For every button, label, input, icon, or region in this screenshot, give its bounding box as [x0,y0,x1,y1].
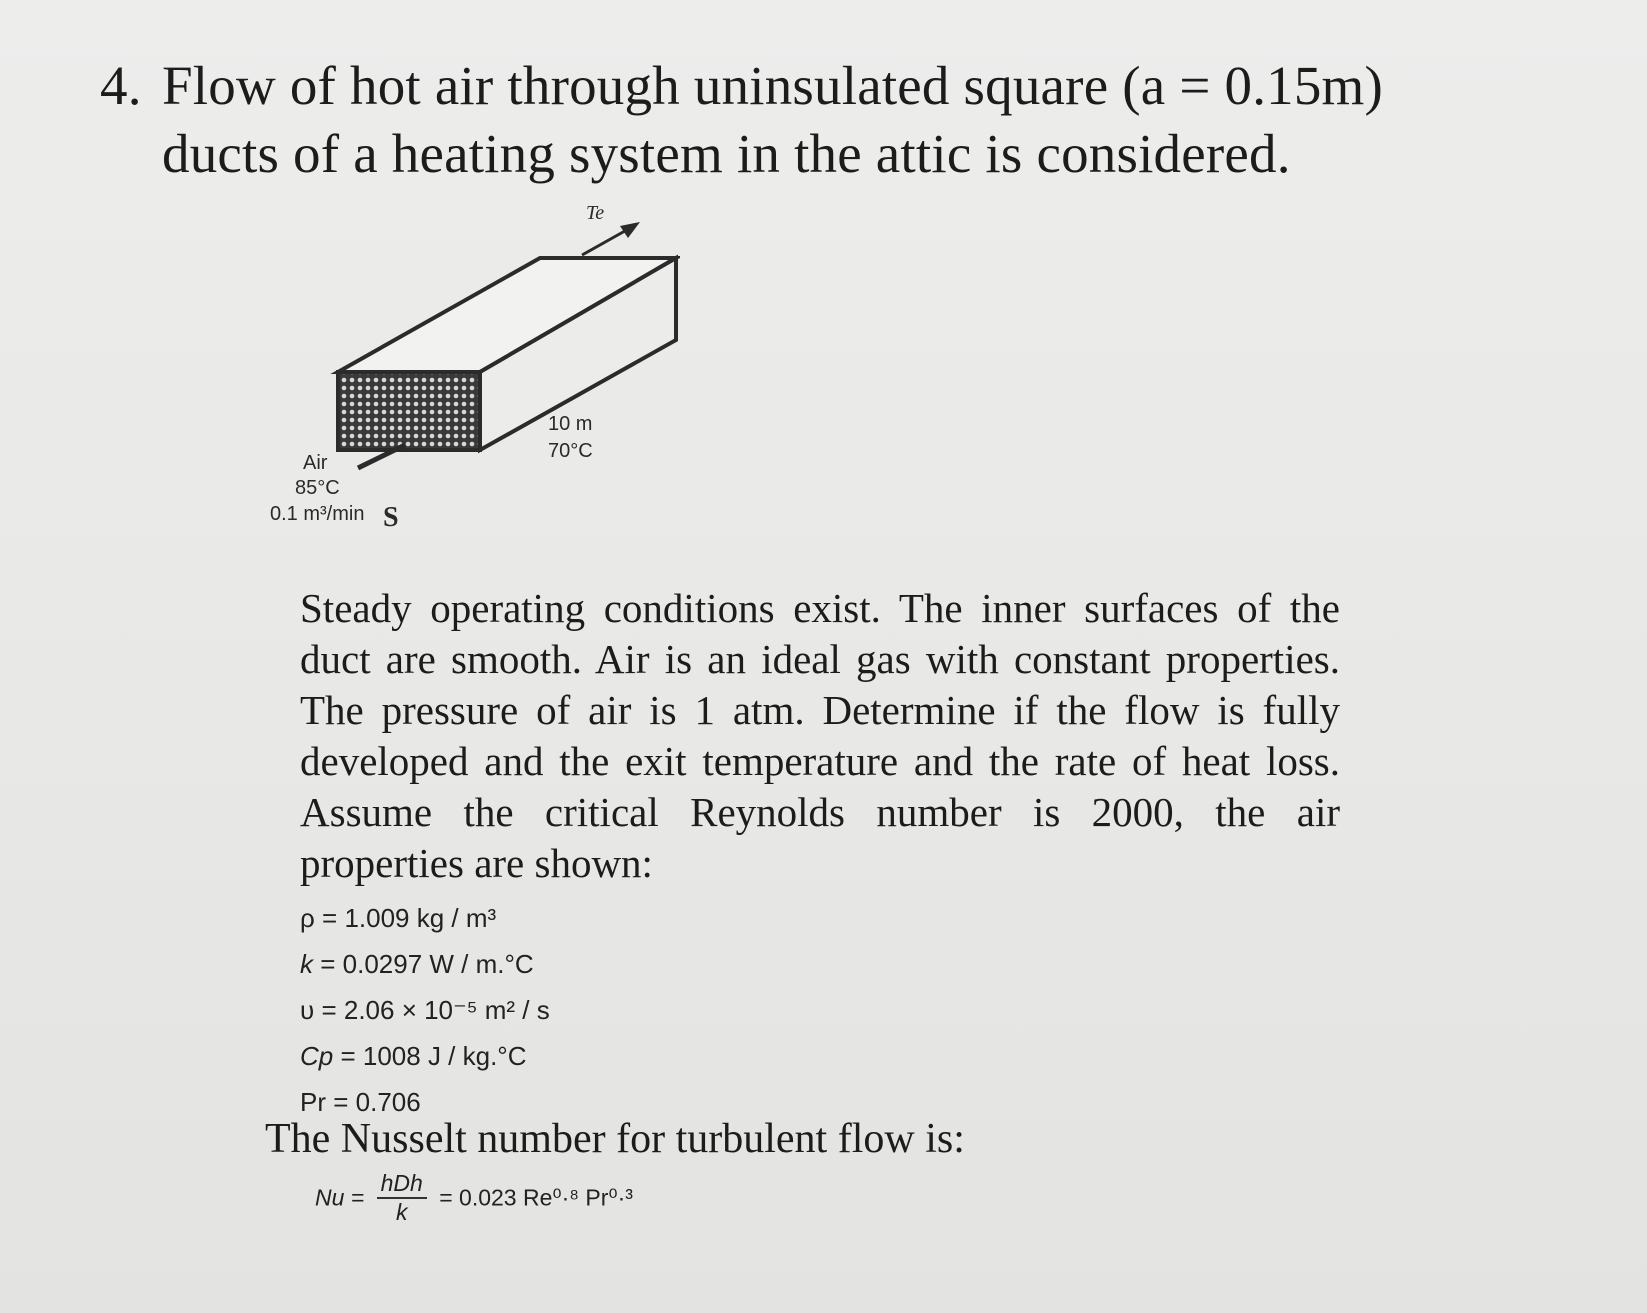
inlet-temp-label: 85°C [295,477,340,499]
inlet-air-label: Air [303,452,328,474]
property-value: = 0.0297 W / m.°C [320,949,534,979]
surface-temp-label: 70°C [548,440,593,462]
formula-numerator: hDh [377,1170,427,1199]
formula-rhs: = 0.023 Re⁰·⁸ Pr⁰·³ [439,1184,633,1211]
duct-cross-section [338,372,480,450]
inlet-flow-label: 0.1 m³/min [270,503,365,525]
question-title [100,52,1580,188]
length-label: 10 m [548,413,593,435]
property-value: = 0.706 [333,1087,421,1117]
exit-temp-label: Te [586,202,605,224]
property-symbol: k [300,949,313,979]
property-symbol: ρ [300,903,315,933]
property-symbol: υ [300,995,315,1025]
property-row-conductivity [300,941,550,987]
property-value: = 2.06 × 10⁻⁵ m² / s [321,995,550,1025]
property-row-specific-heat [300,1033,550,1079]
property-value: = 1008 J / kg.°C [340,1041,527,1071]
exit-arrow-head [620,222,640,238]
property-symbol: Cp [300,1041,334,1071]
formula-lhs: Nu = [315,1184,365,1211]
air-properties [300,895,550,1119]
nusselt-intro: The Nusselt number for turbulent flow is: [265,1116,965,1162]
duct-figure [260,200,680,570]
property-row-viscosity [300,987,550,1033]
property-symbol: Pr [300,1087,326,1117]
question-title-line1: Flow of hot air through uninsulated square (a = 0.15m) [162,55,1384,116]
figure-mark: S [383,502,399,533]
question-title-line2: ducts of a heating system in the attic is considered. [162,123,1291,184]
formula-fraction [377,1170,427,1226]
property-value: = 1.009 kg / m³ [322,903,497,933]
property-row-density [300,895,550,941]
problem-statement: Steady operating conditions exist. The inner surfaces of the duct are smooth. Air is an ideal gas with constant properties. The pressure of air is 1 atm. Determine if the flow is fully developed and the exit temperature and the rate of heat loss. Assume the critical Reynolds number is 2000, the air properties are shown: [300,585,1340,886]
formula-denominator: k [395,1199,408,1225]
nusselt-formula [315,1170,633,1240]
question-number: 4. [100,55,142,116]
